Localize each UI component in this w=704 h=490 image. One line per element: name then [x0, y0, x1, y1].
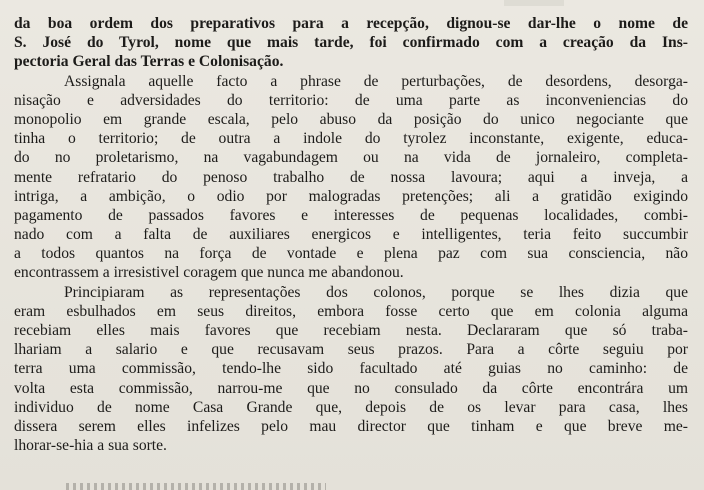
text-line: lhorar-se-hia a sua sorte.	[14, 437, 167, 455]
body-text	[14, 14, 688, 455]
text-line: pagamento de passados favores e interesses de pequenas localidades, combi-	[14, 206, 688, 224]
text-line: monopolio em grande escala, pelo abuso da posição do unico negociante que	[14, 110, 688, 128]
text-line: eram esbulhados em seus direitos, embora fosse certo que em colonia alguma	[14, 302, 688, 320]
text-line: intriga, a ambição, o odio por malogradas pretenções; ali a gratidão exigindo	[14, 187, 688, 205]
text-line: S. José do Tyrol, nome que mais tarde, foi confirmado com a creação da Ins-	[14, 34, 688, 52]
text-line: terra uma commissão, tendo-lhe sido facultado até guias no caminho: de	[14, 360, 688, 378]
text-line: nado com a falta de auxiliares energicos e intelligentes, teria feito succumbir	[14, 226, 688, 244]
text-line: recebiam elles mais favores que recebiam nesta. Declararam que só traba-	[14, 322, 688, 339]
text-line: dissera serem elles infelizes pelo mau director que tinham e que breve me-	[14, 417, 688, 435]
text-line: volta esta commissão, narrou-me que no consulado da côrte encontrára um	[14, 379, 688, 397]
text-line: do no proletarismo, na vagabundagem ou na vida de jornaleiro, completa-	[14, 149, 688, 167]
text-line: lhariam a salario e que recusavam seus prazos. Para a côrte seguiu por	[14, 341, 688, 359]
paragraph-start-line: Principiaram as representações dos colonos, porque se lhes dizia que	[64, 283, 688, 301]
text-line: da boa ordem dos preparativos para a recepção, dignou-se dar-lhe o nome de	[14, 15, 688, 32]
cut-off-line-fragment	[66, 483, 326, 490]
text-line: individuo de nome Casa Grande que, depois de os levar para casa, lhes	[14, 398, 688, 416]
text-line: tinha o territorio; de outra a indole do tyrolez inconstante, exigente, educa-	[14, 130, 688, 148]
text-line: pectoria Geral das Terras e Colonisação.	[14, 53, 284, 71]
scan-artifact	[504, 0, 564, 6]
text-line: a todos quantos na força de vontade e plena paz com sua consciencia, não	[14, 245, 688, 263]
text-line: mente refratario do penoso trabalho de nossa lavoura; aqui a inveja, a	[14, 168, 688, 186]
text-line: nisação e adversidades do territorio: de uma parte as inconveniencias do	[14, 91, 688, 109]
paragraph-start-line: Assignala aquelle facto a phrase de perturbações, de desordens, desorga-	[64, 72, 688, 90]
text-line: encontrassem a irresistivel coragem que nunca me abandonou.	[14, 264, 404, 282]
